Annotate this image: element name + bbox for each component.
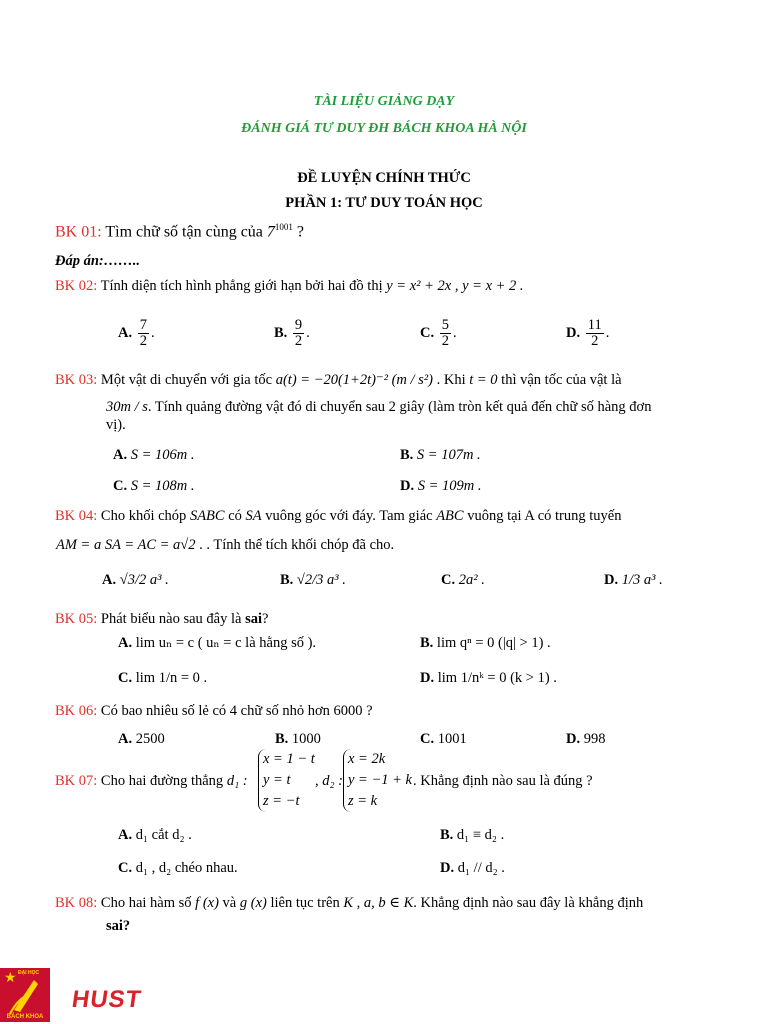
q1-exp: 1001 <box>274 222 293 232</box>
question-7-text: BK 07: Cho hai đường thẳng d₁ : <box>55 773 248 789</box>
question-3 <box>55 372 622 389</box>
q3-label: BK 03: <box>55 372 98 388</box>
q4-option-a[interactable]: A. √3/2 a³ . <box>102 572 169 588</box>
q3-line2: 30m / s. Tính quảng đường vật đó di chuyển sau 2 giây (làm tròn kết quả đến chữ số hàng đơn <box>106 399 652 415</box>
q3-option-d[interactable]: D. S = 109m . <box>400 478 482 494</box>
logo-top-text: ĐẠI HỌC <box>18 970 40 976</box>
question-6: BK 06: Có bao nhiêu số lẻ có 4 chữ số nhỏ hơn 6000 ? <box>55 703 373 719</box>
question-5: BK 05: Phát biểu nào sau đây là sai? <box>55 611 269 627</box>
q3-option-b[interactable]: B. S = 107m . <box>400 447 481 463</box>
q1-text: Tìm chữ số tận cùng của <box>105 223 263 241</box>
q5-option-b[interactable]: B. lim qⁿ = 0 (|q| > 1) . <box>420 635 551 651</box>
q1-answer: Đáp án:…….. <box>55 253 140 269</box>
q2-option-c[interactable]: C. $\frac{5}{2}$ . <box>420 317 457 350</box>
hust-brand: HUST <box>70 986 144 1013</box>
q7-d2-system: x = 2k y = −1 + k z = k <box>343 749 412 812</box>
q7-option-d[interactable]: D. d₁ // d₂ . <box>440 860 505 876</box>
q6-option-b[interactable]: B. 1000 <box>275 731 321 747</box>
q2-f1: y = x² + 2x , <box>386 278 459 294</box>
q1-end: ? <box>296 223 305 241</box>
q2-option-d[interactable]: D. $\frac{11}{2}$ . <box>566 317 610 350</box>
university-logo <box>0 968 50 1022</box>
q6-option-a[interactable]: A. 2500 <box>118 731 165 747</box>
q7-d2-label: , d₂ : <box>315 773 343 789</box>
header-line1: TÀI LIỆU GIẢNG DẠY <box>313 94 455 109</box>
q7-option-a[interactable]: A. d₁ cắt d₂ . <box>118 827 192 843</box>
question-1 <box>55 222 304 241</box>
q4-label: BK 04: <box>55 508 98 524</box>
q3-text3: thì vận tốc của vật là <box>501 372 622 388</box>
q7-d1-system: x = 1 − t y = t z = −t <box>258 749 315 812</box>
q3-option-a[interactable]: A. S = 106m . <box>113 447 195 463</box>
header-line2: ĐÁNH GIÁ TƯ DUY ĐH BÁCH KHOA HÀ NỘI <box>241 121 527 136</box>
question-8: BK 08: Cho hai hàm số f (x) và g (x) liên tục trên K , a, b ∈ K. Khẳng định nào sau đây là khẳng định <box>55 895 644 911</box>
part-title: PHẦN 1: TƯ DUY TOÁN HỌC <box>285 195 483 211</box>
q4-option-b[interactable]: B. √2/3 a³ . <box>280 572 346 588</box>
q5-option-d[interactable]: D. lim 1/nᵏ = 0 (k > 1) . <box>420 670 557 686</box>
q1-label: BK 01: <box>55 223 102 241</box>
q3-formula: a(t) = −20(1+2t)⁻² (m / s²) <box>275 372 433 388</box>
q2-f2: y = x + 2 . <box>462 278 524 294</box>
exam-title: ĐỀ LUYỆN CHÍNH THỨC <box>297 170 471 186</box>
q2-label: BK 02: <box>55 278 98 294</box>
logo-bottom-text: BÁCH KHOA <box>6 1014 44 1020</box>
q6-option-c[interactable]: C. 1001 <box>420 731 467 747</box>
q7-option-c[interactable]: C. d₁ , d₂ chéo nhau. <box>118 860 238 876</box>
q1-base: 7 <box>266 223 275 241</box>
q3-text2: . Khi <box>436 372 466 388</box>
q3-text1: Một vật di chuyển với gia tốc <box>100 372 273 388</box>
q7-option-b[interactable]: B. d₁ ≡ d₂ . <box>440 827 505 843</box>
question-2 <box>55 278 524 295</box>
q2-option-b[interactable]: B. $\frac{9}{2}$ . <box>274 317 310 350</box>
q2-text: Tính diện tích hình phẳng giới hạn bởi hai đồ thị <box>100 278 383 294</box>
q3-t0: t = 0 <box>469 372 498 388</box>
q5-option-a[interactable]: A. lim uₙ = c ( uₙ = c là hằng số ). <box>118 635 317 651</box>
question-4: BK 04: Cho khối chóp SABC có SA vuông góc với đáy. Tam giác ABC vuông tại A có trung tuyến <box>55 508 622 524</box>
star-icon: ★ <box>4 971 17 986</box>
q8-sai: sai? <box>106 918 131 934</box>
q3-line3: vị). <box>106 417 126 433</box>
q4-option-d[interactable]: D. 1/3 a³ . <box>604 572 663 588</box>
q4-option-c[interactable]: C. 2a² . <box>441 572 485 588</box>
q2-option-a[interactable]: A. $\frac{7}{2}$ . <box>118 317 155 350</box>
q3-option-c[interactable]: C. S = 108m . <box>113 478 195 494</box>
q7-text2: . Khẳng định nào sau là đúng ? <box>413 773 593 789</box>
q4-line2: AM = a SA = AC = a√2 . . Tính thể tích khối chóp đã cho. <box>56 537 395 553</box>
q6-option-d[interactable]: D. 998 <box>566 731 606 747</box>
q5-option-c[interactable]: C. lim 1/n = 0 . <box>118 670 208 686</box>
